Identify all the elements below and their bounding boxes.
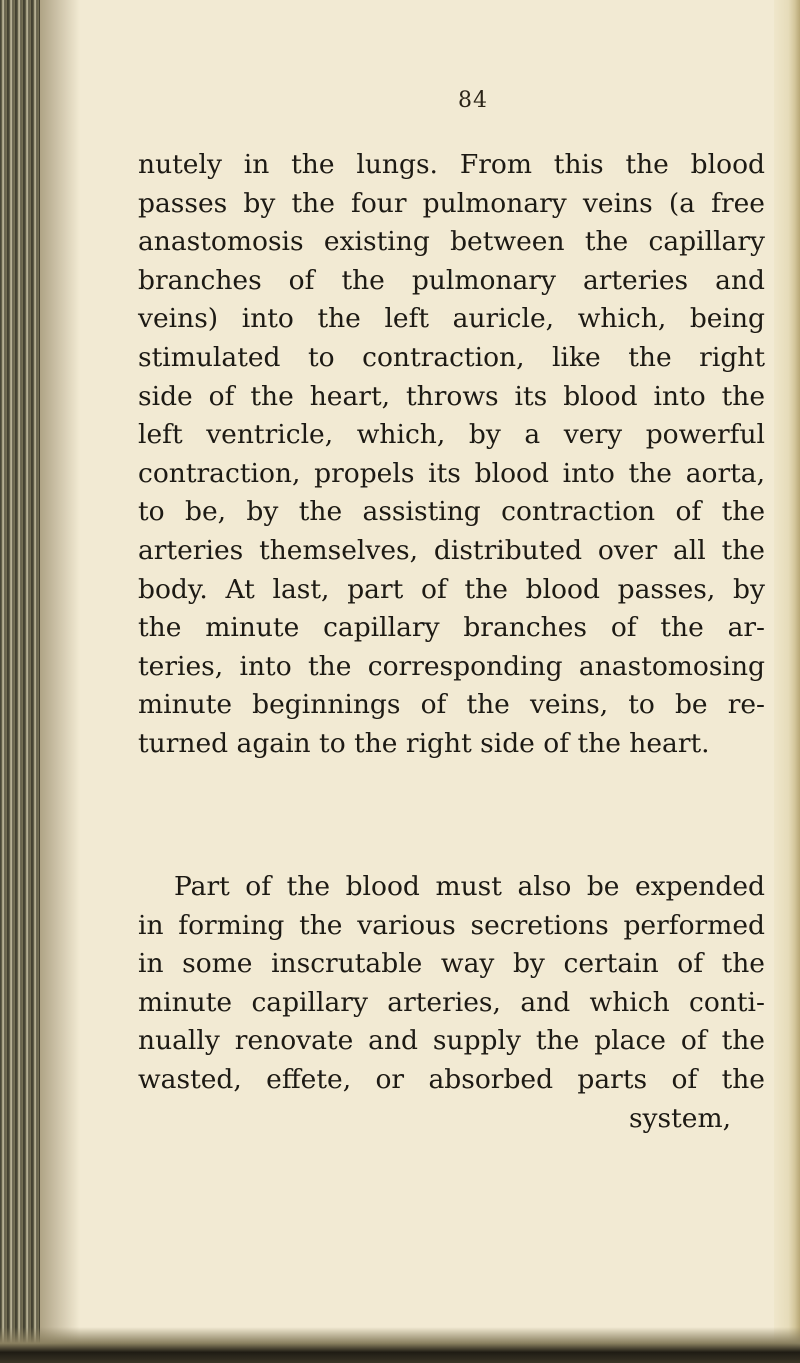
text-line: arteries themselves, distributed over all the (138, 534, 765, 566)
text-line: passes by the four pulmonary veins (a free (138, 187, 765, 219)
text-line: in forming the various secretions performed (138, 909, 765, 941)
book-binding (0, 0, 40, 1363)
text-line: teries, into the corresponding anastomosing (138, 650, 765, 682)
text-line: branches of the pulmonary arteries and (138, 264, 765, 296)
binding-shadow (40, 0, 80, 1363)
text-line: contraction, propels its blood into the aorta, (138, 457, 765, 489)
page-bottom-edge (0, 1327, 800, 1363)
paragraph-2 (138, 868, 765, 1138)
page-number: 84 (458, 88, 488, 113)
page-right-edge (774, 0, 800, 1363)
text-line: wasted, effete, or absorbed parts of the (138, 1063, 765, 1095)
text-line: body. At last, part of the blood passes, by (138, 573, 765, 605)
text-line: Part of the blood must also be expended (174, 871, 765, 902)
text-line: minute beginnings of the veins, to be re- (138, 689, 765, 721)
text-line: stimulated to contraction, like the right (138, 341, 765, 373)
text-line: minute capillary arteries, and which conti- (138, 986, 765, 1018)
text-line: to be, by the assisting contraction of the (138, 496, 765, 528)
text-line: turned again to the right side of the heart. (138, 727, 710, 759)
text-line: system, (628, 1102, 731, 1134)
text-line: nually renovate and supply the place of the (138, 1025, 765, 1057)
text-line: nutely in the lungs. From this the blood (138, 149, 765, 180)
text-line: anastomosis existing between the capillary (138, 226, 765, 258)
text-line: veins) into the left auricle, which, being (138, 303, 765, 335)
text-line: side of the heart, throws its blood into the (138, 380, 765, 412)
text-line: left ventricle, which, by a very powerful (138, 419, 765, 451)
paragraph-1 (138, 146, 765, 764)
text-line: in some inscrutable way by certain of the (138, 948, 765, 980)
text-line: the minute capillary branches of the ar- (138, 612, 765, 644)
